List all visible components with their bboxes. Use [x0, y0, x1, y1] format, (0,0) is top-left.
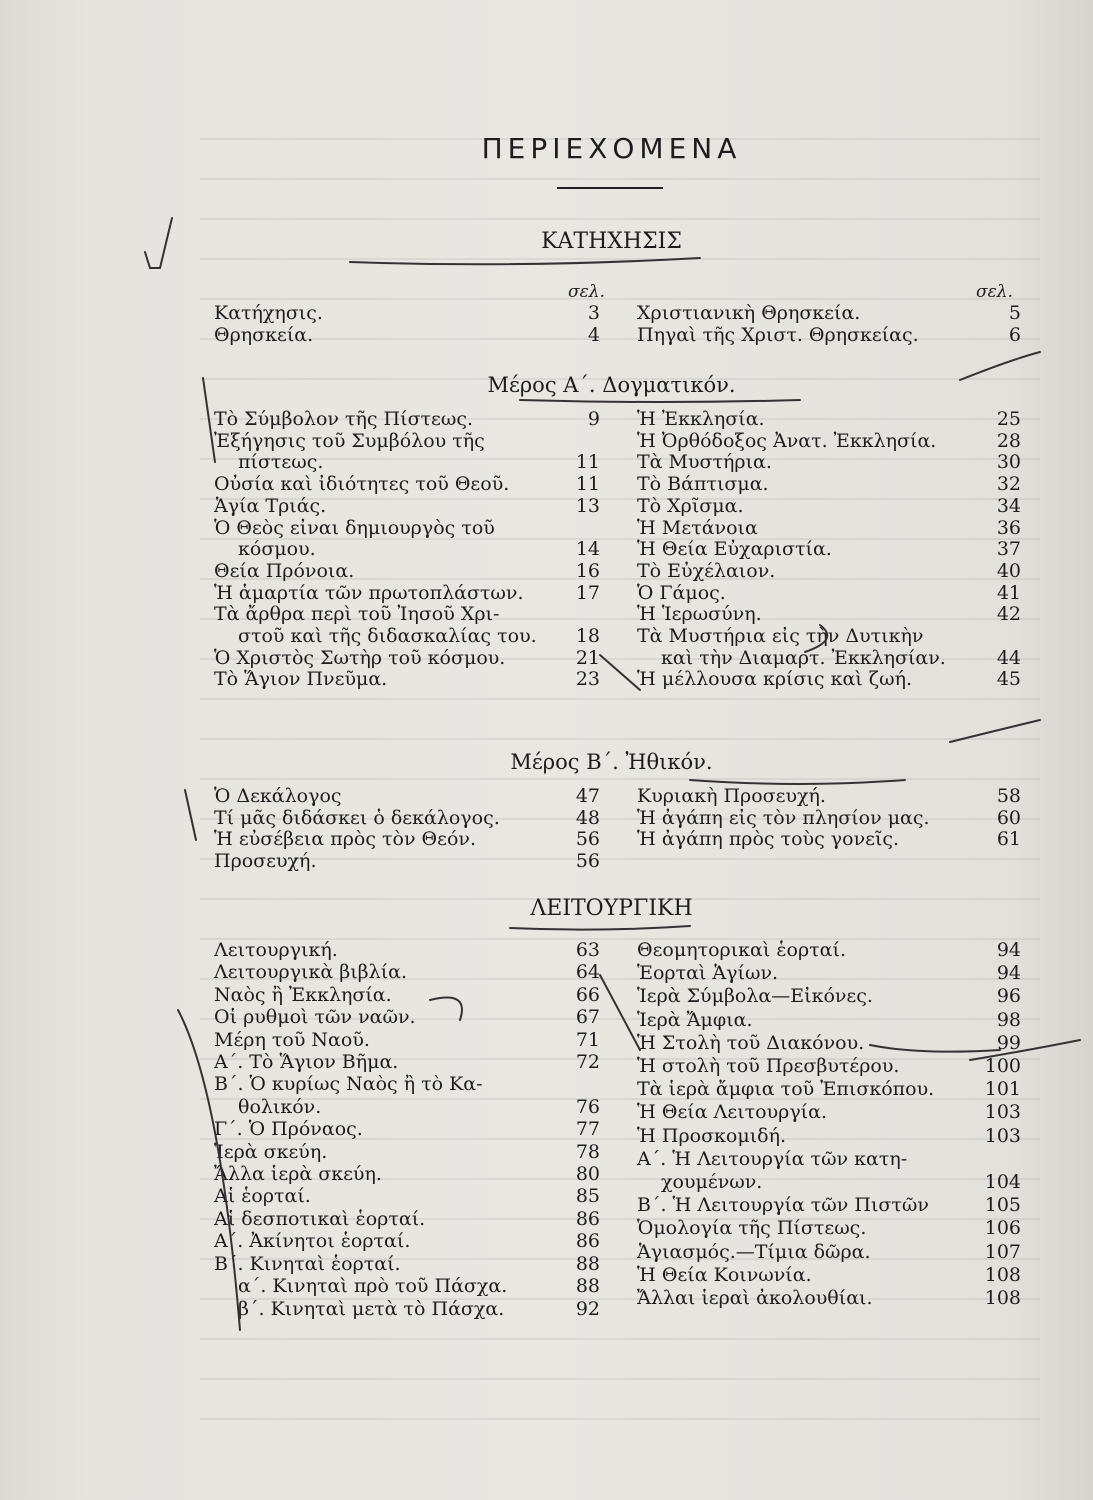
toc-entry-title: Α΄. Ἀκίνητοι ἑορταί. [214, 1230, 411, 1253]
toc-entry-page: 96 [996, 985, 1021, 1008]
toc-entry-page: 106 [984, 1217, 1021, 1240]
toc-entry-title: Ὁ Γάμος. [637, 582, 726, 604]
toc-entry-page: 16 [575, 559, 600, 582]
toc-entry-page: 66 [575, 983, 600, 1006]
toc-entry-page [979, 626, 1021, 648]
toc-entry-page: 104 [984, 1171, 1021, 1194]
toc-entry [214, 1141, 600, 1163]
pencil-slash [600, 975, 640, 1050]
toc-entry [214, 808, 600, 830]
toc-entry [214, 851, 600, 873]
toc-entry-page: 63 [575, 939, 600, 961]
pencil-stroke [950, 720, 1040, 742]
toc-entry [637, 1287, 1021, 1310]
toc-entry-title: Τὰ ἄρθρα περὶ τοῦ Ἰησοῦ Χρι- [214, 604, 500, 626]
toc-entry-page [558, 604, 600, 626]
toc-entry-page: 11 [575, 473, 600, 496]
toc-entry-title: Χριστιανικὴ Θρησκεία. [637, 303, 861, 324]
toc-entry-title: κόσμου. [238, 539, 316, 561]
toc-entry [214, 1096, 600, 1118]
toc-entry-page: 88 [575, 1275, 600, 1298]
toc-entry [214, 474, 600, 496]
toc-entry [637, 303, 1021, 325]
toc-entry-title: Ἡ Ἐκκλησία. [637, 409, 765, 430]
toc-entry-title: Θεομητορικαὶ ἑορταί. [637, 939, 846, 961]
toc-entry [637, 939, 1021, 962]
toc-entry-title: α΄. Κινηταὶ πρὸ τοῦ Πάσχα. [238, 1275, 508, 1298]
toc-entry-page: 80 [575, 1163, 600, 1186]
toc-entry [637, 604, 1021, 626]
toc-entry-title: Ναὸς ἢ Ἐκκλησία. [214, 983, 392, 1006]
toc-entry-page: 25 [996, 408, 1021, 430]
toc-entry-title: Αἱ ἑορταί. [214, 1185, 311, 1208]
toc-column-right [637, 409, 1021, 691]
underline-mark [510, 926, 690, 930]
toc-entry-title: Τὰ ἱερὰ ἄμφια τοῦ Ἐπισκόπου. [637, 1078, 935, 1101]
toc-entry-title: Β΄. Ὁ κυρίως Ναὸς ἢ τὸ Κα- [214, 1073, 483, 1096]
toc-entry-page: 88 [575, 1252, 600, 1275]
toc-entry [214, 1006, 600, 1028]
toc-entry-title: Ἁγιασμός.—Τίμια δῶρα. [637, 1240, 871, 1263]
toc-column-right [637, 786, 1021, 851]
section-heading-leitourgiki: ΛΕΙΤΟΥΡΓΙΚΗ [530, 896, 693, 921]
toc-column-left [214, 303, 600, 346]
toc-entry-page: 44 [996, 646, 1021, 669]
toc-entry-title: Θρησκεία. [214, 324, 314, 346]
toc-entry-title: Ἡ Θεία Λειτουργία. [637, 1101, 827, 1124]
toc-entry-page: 103 [984, 1101, 1021, 1124]
toc-entry [214, 452, 600, 474]
toc-entry [637, 1171, 1021, 1194]
toc-entry-page: 14 [575, 538, 600, 561]
toc-entry-page: 42 [996, 603, 1021, 626]
toc-entry-title: Β΄. Ἡ Λειτουργία τῶν Πιστῶν [637, 1194, 929, 1217]
toc-entry [214, 669, 600, 691]
toc-entry-title: Ἡ ἁμαρτία τῶν πρωτοπλάστων. [214, 582, 524, 604]
toc-entry [637, 808, 1021, 830]
toc-entry [214, 1275, 600, 1297]
toc-entry-page: 86 [575, 1230, 600, 1253]
toc-entry [214, 1230, 600, 1252]
toc-entry-page: 92 [575, 1297, 600, 1320]
toc-column-right [637, 303, 1021, 346]
toc-entry-title: Τὸ Σύμβολον τῆς Πίστεως. [214, 409, 474, 430]
toc-entry-page: 100 [984, 1055, 1021, 1078]
toc-entry-title: Λειτουργική. [214, 939, 338, 961]
toc-entry-title: χουμένων. [661, 1171, 763, 1194]
toc-entry [637, 496, 1021, 518]
toc-entry-page: 85 [575, 1185, 600, 1208]
toc-entry-page: 94 [996, 962, 1021, 985]
toc-entry-page: 77 [575, 1118, 600, 1141]
toc-entry-title: Ἡ Προσκομιδή. [637, 1124, 787, 1147]
toc-entry-title: Οὐσία καὶ ἰδιότητες τοῦ Θεοῦ. [214, 474, 510, 496]
toc-entry [637, 829, 1021, 851]
toc-entry [637, 474, 1021, 496]
toc-entry-page: 30 [996, 451, 1021, 474]
toc-entry-title: Ἐξήγησις τοῦ Συμβόλου τῆς [214, 430, 485, 452]
toc-entry [637, 1148, 1021, 1171]
toc-entry [214, 961, 600, 983]
toc-entry [214, 303, 600, 325]
toc-entry-title: Οἱ ρυθμοὶ τῶν ναῶν. [214, 1006, 416, 1029]
toc-entry-page [558, 1073, 600, 1095]
toc-entry [214, 518, 600, 540]
underline-mark [690, 780, 905, 784]
toc-entry [214, 1298, 600, 1320]
toc-entry-title: θολικόν. [238, 1095, 322, 1118]
toc-entry-page: 86 [575, 1207, 600, 1230]
toc-entry-page: 40 [996, 559, 1021, 582]
toc-entry-title: Ὁ Θεὸς εἶναι δημιουργὸς τοῦ [214, 517, 495, 539]
toc-entry-title: Ἱερὰ σκεύη. [214, 1140, 328, 1163]
toc-entry-page: 9 [587, 408, 600, 430]
toc-entry-title: Ἡ ἀγάπη εἰς τὸν πλησίον μας. [637, 807, 930, 829]
toc-entry-page: 67 [575, 1006, 600, 1029]
toc-entry [214, 1163, 600, 1185]
toc-entry [214, 1253, 600, 1275]
toc-entry [214, 626, 600, 648]
toc-entry-title: Αἱ δεσποτικαὶ ἑορταί. [214, 1207, 426, 1230]
toc-entry-page: 11 [575, 451, 600, 474]
toc-entry [637, 985, 1021, 1008]
toc-entry [637, 518, 1021, 540]
toc-entry-title: στοῦ καὶ τῆς διδασκαλίας του. [238, 626, 537, 648]
toc-entry [637, 1032, 1021, 1055]
toc-entry-page: 45 [996, 668, 1021, 691]
underline-mark [350, 258, 700, 264]
toc-entry-page: 61 [996, 828, 1021, 851]
toc-entry [214, 409, 600, 431]
toc-entry-title: Ἡ Θεία Κοινωνία. [637, 1263, 812, 1286]
toc-entry [637, 1217, 1021, 1240]
toc-entry-title: Ἡ Ὀρθόδοξος Ἀνατ. Ἐκκλησία. [637, 430, 937, 452]
bracket-mark [600, 655, 640, 690]
toc-entry-page: 23 [575, 668, 600, 691]
toc-entry-title: Ἡ Θεία Εὐχαριστία. [637, 539, 832, 561]
toc-entry [637, 539, 1021, 561]
toc-entry-page: 108 [984, 1263, 1021, 1286]
toc-entry [637, 1264, 1021, 1287]
toc-entry-title: Λειτουργικὰ βιβλία. [214, 961, 408, 984]
toc-entry-page: 21 [575, 646, 600, 669]
toc-entry [637, 1101, 1021, 1124]
toc-entry-page: 3 [587, 302, 600, 324]
toc-entry [637, 626, 1021, 648]
toc-entry [637, 1009, 1021, 1032]
toc-entry-title: Α΄. Τὸ Ἅγιον Βῆμα. [214, 1051, 399, 1074]
toc-entry [637, 1055, 1021, 1078]
page-label-left: σελ. [568, 282, 605, 302]
toc-entry [637, 1241, 1021, 1264]
toc-entry-page: 108 [984, 1287, 1021, 1310]
toc-column-right [637, 939, 1021, 1310]
toc-entry-title: Προσευχή. [214, 851, 317, 873]
toc-entry-page: 6 [1008, 323, 1021, 346]
toc-entry [214, 604, 600, 626]
toc-entry [637, 648, 1021, 670]
toc-entry-title: Κυριακὴ Προσευχή. [637, 786, 826, 807]
toc-entry-title: Ἡ Ἱερωσύνη. [637, 604, 762, 626]
toc-entry-page: 41 [996, 581, 1021, 604]
toc-entry-title: Ἡ Στολὴ τοῦ Διακόνου. [637, 1031, 865, 1054]
toc-entry [214, 939, 600, 961]
toc-entry [637, 583, 1021, 605]
toc-entry-page: 105 [984, 1194, 1021, 1217]
toc-entry [637, 431, 1021, 453]
toc-entry [214, 1051, 600, 1073]
toc-entry-page: 60 [996, 806, 1021, 829]
toc-entry [214, 786, 600, 808]
toc-entry-title: Ἱερὰ Ἄμφια. [637, 1008, 753, 1031]
toc-entry-page: 98 [996, 1008, 1021, 1031]
toc-entry-title: Ἄλλα ἱερὰ σκεύη. [214, 1163, 382, 1186]
toc-entry-page: 101 [984, 1078, 1021, 1101]
toc-entry-page: 4 [587, 323, 600, 346]
toc-entry-page: 13 [575, 494, 600, 517]
toc-entry [637, 409, 1021, 431]
part-heading-b: Μέρος Β΄. Ἠθικόν. [510, 750, 713, 774]
toc-entry-title: πίστεως. [238, 452, 324, 474]
toc-entry-title: Ἡ μέλλουσα κρίσις καὶ ζωή. [637, 669, 912, 691]
toc-column-left [214, 786, 600, 873]
underline-mark [520, 400, 800, 402]
toc-entry-title: Ἡ Μετάνοια [637, 517, 758, 539]
section-heading-katichisis: ΚΑΤΗΧΗΣΙΣ [541, 229, 682, 254]
toc-entry-title: Β΄. Κινηταὶ ἑορταί. [214, 1252, 401, 1275]
toc-entry-page: 58 [996, 785, 1021, 807]
toc-entry [214, 1118, 600, 1140]
toc-entry-title: Θεία Πρόνοια. [214, 560, 355, 582]
toc-entry-page: 36 [996, 516, 1021, 539]
toc-entry-page [558, 431, 600, 453]
toc-column-left [214, 939, 600, 1320]
part-heading-a: Μέρος Α΄. Δογματικόν. [487, 373, 736, 397]
pencil-slash [185, 790, 196, 840]
toc-entry-page: 78 [575, 1140, 600, 1163]
toc-entry-page: 34 [996, 494, 1021, 517]
toc-entry-title: Ἡ στολὴ τοῦ Πρεσβυτέρου. [637, 1055, 900, 1078]
toc-entry [214, 539, 600, 561]
toc-entry [214, 583, 600, 605]
toc-entry [214, 496, 600, 518]
toc-entry [214, 648, 600, 670]
toc-entry-title: Κατήχησις. [214, 303, 323, 324]
toc-entry-page: 18 [575, 625, 600, 648]
toc-entry [637, 786, 1021, 808]
toc-entry-page: 56 [575, 828, 600, 851]
toc-entry [214, 1029, 600, 1051]
toc-entry [214, 1073, 600, 1095]
toc-entry-title: Ἄλλαι ἱεραὶ ἀκολουθίαι. [637, 1287, 873, 1310]
toc-entry-page: 71 [575, 1028, 600, 1051]
toc-column-left [214, 409, 600, 691]
toc-entry-title: Α΄. Ἡ Λειτουργία τῶν κατη- [637, 1147, 908, 1170]
toc-entry-title: Τὸ Χρῖσμα. [637, 495, 744, 517]
toc-entry [637, 452, 1021, 474]
toc-entry [214, 829, 600, 851]
toc-entry-title: Τὸ Ἅγιον Πνεῦμα. [214, 669, 388, 691]
title-rule [557, 187, 663, 189]
toc-entry-page [558, 518, 600, 540]
toc-entry [214, 1208, 600, 1230]
toc-entry-page: 103 [984, 1124, 1021, 1147]
toc-entry-title: Ἑορταὶ Ἁγίων. [637, 962, 779, 985]
toc-entry [637, 1194, 1021, 1217]
toc-entry-title: Γ΄. Ὁ Πρόναος. [214, 1118, 363, 1141]
toc-entry-page: 94 [996, 939, 1021, 961]
toc-entry [214, 561, 600, 583]
toc-entry-page: 37 [996, 538, 1021, 561]
toc-entry-page [979, 1148, 1021, 1171]
toc-entry-title: Τὰ Μυστήρια εἰς τὴν Δυτικὴν [637, 626, 924, 648]
toc-entry-title: καὶ τὴν Διαμαρτ. Ἐκκλησίαν. [661, 647, 946, 669]
toc-entry [637, 325, 1021, 347]
toc-entry-title: Πηγαὶ τῆς Χριστ. Θρησκείας. [637, 324, 919, 346]
page-title: ΠΕΡΙΕΧΟΜΕΝΑ [481, 132, 742, 165]
toc-entry-page: 76 [575, 1095, 600, 1118]
toc-entry [637, 962, 1021, 985]
toc-entry-page: 32 [996, 473, 1021, 496]
toc-entry [214, 431, 600, 453]
toc-entry [214, 1185, 600, 1207]
toc-entry-title: Μέρη τοῦ Ναοῦ. [214, 1028, 370, 1051]
toc-entry [214, 984, 600, 1006]
toc-entry-title: Ὁ Χριστὸς Σωτὴρ τοῦ κόσμου. [214, 647, 506, 669]
toc-entry-title: Τὸ Βάπτισμα. [637, 474, 769, 496]
toc-entry-title: Τὰ Μυστήρια. [637, 452, 772, 474]
page-label-right: σελ. [976, 282, 1013, 302]
toc-entry-title: Ὁμολογία τῆς Πίστεως. [637, 1217, 867, 1240]
toc-entry-title: Ἱερὰ Σύμβολα—Εἰκόνες. [637, 985, 873, 1008]
toc-entry-title: Ἡ εὐσέβεια πρὸς τὸν Θεόν. [214, 829, 477, 851]
toc-entry-page: 48 [575, 806, 600, 829]
toc-entry-title: Ὁ Δεκάλογος [214, 786, 342, 807]
toc-entry-page: 64 [575, 961, 600, 984]
toc-entry [637, 1078, 1021, 1101]
toc-entry-page: 107 [984, 1240, 1021, 1263]
toc-entry-page: 72 [575, 1051, 600, 1074]
toc-entry [214, 325, 600, 347]
toc-entry [637, 1125, 1021, 1148]
toc-entry-page: 28 [996, 429, 1021, 452]
toc-entry [637, 561, 1021, 583]
toc-entry-title: Ἡ ἀγάπη πρὸς τοὺς γονεῖς. [637, 829, 900, 851]
toc-entry-page: 47 [575, 785, 600, 807]
toc-entry-title: Τί μᾶς διδάσκει ὁ δεκάλογος. [214, 807, 500, 829]
toc-entry-page: 17 [575, 581, 600, 604]
toc-entry-page: 56 [575, 850, 600, 873]
toc-entry-page: 5 [1008, 302, 1021, 324]
toc-entry-page: 99 [996, 1031, 1021, 1054]
toc-entry-title: Ἁγία Τριάς. [214, 495, 327, 517]
toc-entry-title: β΄. Κινηταὶ μετὰ τὸ Πάσχα. [238, 1297, 505, 1320]
toc-entry [637, 669, 1021, 691]
toc-entry-title: Τὸ Εὐχέλαιον. [637, 560, 776, 582]
